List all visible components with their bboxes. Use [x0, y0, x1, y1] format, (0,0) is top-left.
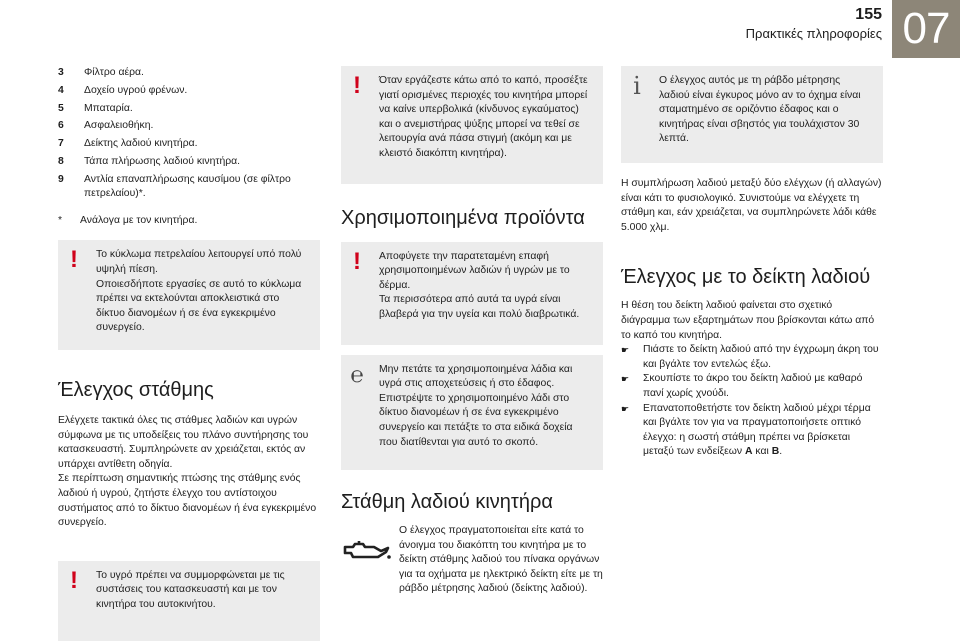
level-check-paragraph: Ελέγχετε τακτικά όλες τις στάθμες λαδιών και υγρών σύμφωνα με τις υποδείξεις του πλάνο συντήρησης του κατασκευαστή. Συμπληρώνετε αν χρειάζεται, εκτός αν υπάρχει αντίθετη οδηγία. Σε περίπτωση σημαντικής πτώσης της στάθμης ενός λαδιού ή υγρού, ζητήστε έλεγχο του αντίστοιχου συστήματος από το δίκτυο διανομέων ή ένα εγκεκριμένο συνεργείο.: [58, 415, 317, 529]
list-item: ☛ Πιάστε το δείκτη λαδιού από την έγχρωμη άκρη του και βγάλτε τον εντελώς έξω.: [621, 343, 883, 372]
arrow-bullet-icon: ☛: [621, 403, 630, 414]
list-item: 8 Τάπα πλήρωσης λαδιού κινητήρα.: [58, 155, 241, 167]
list-item: 3 Φίλτρο αέρα.: [58, 67, 144, 78]
warning-box-skin-contact: ! Αποφύγετε την παρατεταμένη επαφή χρησιμοποιημένων λαδιών ή υγρών με το δέρμα. Τα περισσότερα από αυτά τα υγρά είναι βλαβερά για την υγεία και πολύ διαβρωτικά.: [341, 242, 603, 345]
list-item: 6 Ασφαλειοθήκη.: [58, 120, 154, 132]
section-title-used-products: Χρησιμοποιημένα προϊόντα: [341, 206, 585, 229]
page-number: 155: [855, 6, 882, 23]
engine-oil-paragraph: Ο έλεγχος πραγματοποιείται είτε κατά το άνοιγμα του διακόπτη του κινητήρα με το δείκτη στάθμης λαδιού του πίνακα οργάνων για τα οχήματα με ηλεκτρικό δείκτη είτε με τη ράβδο μέτρησης λαδιού (δείκτης λαδιού).: [399, 525, 603, 595]
list-item: ☛ Επανατοποθετήστε τον δείκτη λαδιού μέχρι τέρμα και βγάλτε τον για να πραγματοποιήσετε οπτικό έλεγχο: η σωστή στάθμη πρέπει να βρίσκεται μεταξύ των ενδείξεων A και B.: [621, 402, 883, 460]
footnote: * Ανάλογα με τον κινητήρα.: [58, 214, 198, 226]
engine-oil-level-icon: [341, 538, 393, 562]
warning-exclamation-icon: !: [70, 246, 78, 274]
dipstick-intro: Η θέση του δείκτη λαδιού φαίνεται στο σχετικό διάγραμμα των εξαρτημάτων που βρίσκονται κάτω από το καπό του κινητήρα.: [621, 300, 875, 341]
engine-oil-block: [341, 524, 603, 597]
section-title-level-check: Έλεγχος στάθμης: [58, 379, 214, 402]
arrow-bullet-icon: ☛: [621, 374, 630, 385]
arrow-bullet-icon: ☛: [621, 345, 630, 356]
column-right: [621, 66, 883, 460]
info-box-dipstick: i Ο έλεγχος αυτός με τη ράβδο μέτρησης λαδιού είναι έγκυρος μόνο αν το όχημα είναι σταματημένο σε οριζόντιο έδαφος και ο κινητήρας είναι σβηστός για τουλάχιστον 30 λεπτά.: [621, 66, 883, 163]
info-icon: i: [633, 72, 641, 100]
list-item: ☛ Σκουπίστε το άκρο του δείκτη λαδιού με καθαρό πανί χωρίς χνούδι.: [621, 372, 883, 401]
chapter-number-tab: 07: [892, 0, 960, 58]
section-title-engine-oil-level: Στάθμη λαδιού κινητήρα: [341, 491, 553, 514]
warning-exclamation-icon: !: [353, 72, 361, 99]
list-item: 4 Δοχείο υγρού φρένων.: [58, 84, 188, 96]
component-list: [58, 66, 320, 202]
warning-box-hot-engine: ! Όταν εργάζεστε κάτω από το καπό, προσέξτε γιατί ορισμένες περιοχές του κινητήρα μπορεί να καίνε υπερβολικά (κίνδυνος εγκαύματος) και ο ανεμιστήρας ψύξης μπορεί να τεθεί σε λειτουργία ανά πάσα στιγμή (ακόμη και με κλειστό διακόπτη κινητήρα).: [341, 66, 603, 184]
column-left: [58, 66, 320, 641]
warning-exclamation-icon: !: [70, 566, 78, 594]
eco-box-disposal: ℮ Μην πετάτε τα χρησιμοποιημένα λάδια και υγρά στις αποχετεύσεις ή στο έδαφος. Επιστρέψτε το χρησιμοποιημένο λάδι στο δίκτυο διανομέων ή σε ένα εγκεκριμένο συνεργείο και πετάξτε το στα ειδικά δοχεία που διατίθενται για αυτό το σκοπό.: [341, 355, 603, 471]
chapter-title: Πρακτικές πληροφορίες: [745, 26, 882, 41]
top-up-paragraph: Η συμπλήρωση λαδιού μεταξύ δύο ελέγχων (ή αλλαγών) είναι κάτι το φυσιολογικό. Συνιστούμε να ελέγχετε τη στάθμη και, εάν χρειάζεται, να συμπληρώνετε λάδι κάθε 5.000 χλμ.: [621, 177, 882, 233]
recycle-eco-icon: ℮: [350, 361, 364, 387]
column-middle: [341, 66, 603, 597]
section-title-dipstick-check: Έλεγχος με το δείκτη λαδιού: [621, 266, 871, 289]
warning-box-fluid-spec: ! Το υγρό πρέπει να συμμορφώνεται με τις συστάσεις του κατασκευαστή και με τον κινητήρα του αυτοκινήτου.: [58, 561, 320, 641]
list-item: 7 Δείκτης λαδιού κινητήρα.: [58, 138, 198, 150]
list-item: 5 Μπαταρία.: [58, 102, 133, 114]
warning-exclamation-icon: !: [353, 247, 361, 275]
list-item: 9 Αντλία επαναπλήρωσης καυσίμου (σε φίλτρο πετρελαίου)*.: [58, 173, 291, 200]
warning-box-fuel-circuit: ! Το κύκλωμα πετρελαίου λειτουργεί υπό πολύ υψηλή πίεση. Οποιεσδήποτε εργασίες σε αυτό το κύκλωμα πρέπει να εκτελούνται αποκλειστικά στο δίκτυο διανομέων ή σε ένα εγκεκριμένο συνεργείο.: [58, 240, 320, 350]
